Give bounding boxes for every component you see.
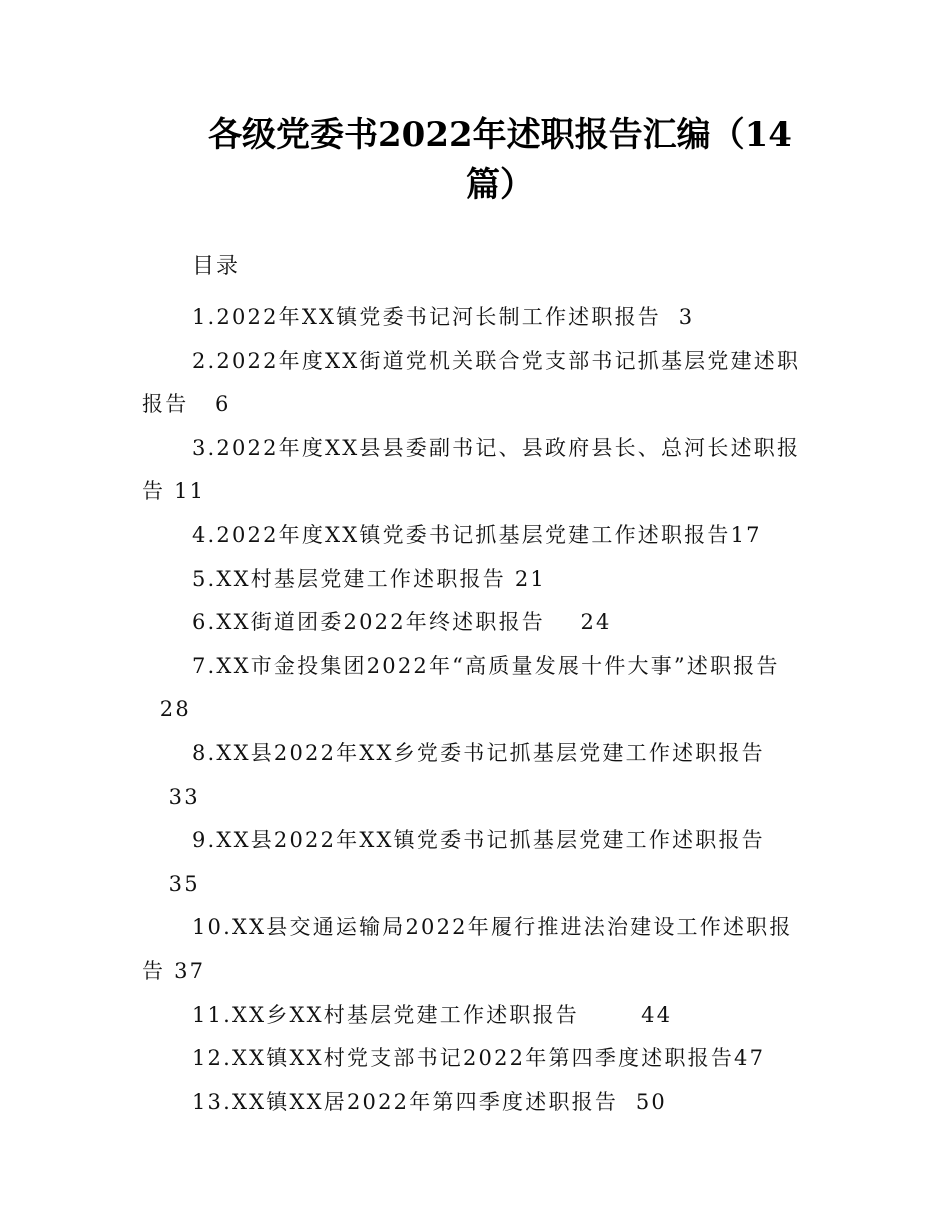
toc-entry-page: 28 [159,697,191,722]
toc-entry[interactable] [142,1037,802,1081]
toc-entry[interactable] [142,906,802,993]
document-title: 各级党委书2022年述职报告汇编（14篇） [208,115,792,205]
toc-entry[interactable] [142,296,802,340]
toc-entry[interactable] [142,732,802,819]
toc-entry-title: 9.XX县2022年XX镇党委书记抓基层党建工作述职报告 [192,828,765,853]
toc-entry-title: 3.2022年度XX县县委副书记、县政府县长、总河长述职报告 [142,435,801,504]
toc-entry-page: 3 [678,305,695,329]
toc-entry-title: 5.XX村基层党建工作述职报告 [192,566,506,591]
toc-entry[interactable] [142,340,802,427]
toc-entry-title: 12.XX镇XX村党支部书记2022年第四季度述职报告 [192,1046,735,1071]
toc-entry[interactable] [142,514,802,558]
toc-entry-page: 44 [641,1002,673,1027]
toc-entry-title: 10.XX县交通运输局2022年履行推进法治建设工作述职报告 [142,915,793,983]
toc-entry-title: 7.XX市金投集团2022年“高质量发展十件大事”述职报告 [192,653,780,678]
toc-entry-title: 13.XX镇XX居2022年第四季度述职报告 [192,1089,619,1114]
toc-entry-page: 50 [635,1089,667,1114]
toc-entry-page: 21 [514,566,546,591]
toc-entry-title: 2.2022年度XX街道党机关联合党支部书记抓基层党建述职报告 [142,348,801,417]
toc-entry-page: 47 [734,1046,766,1071]
toc-entry-title: 11.XX乡XX村基层党建工作述职报告 [192,1002,579,1027]
toc-entry-title: 6.XX街道团委2022年终述职报告 [192,610,545,635]
toc-entry[interactable] [142,819,802,906]
toc-heading: 目录 [192,254,241,279]
toc-entry-title: 1.2022年XX镇党委书记河长制工作述职报告 [192,305,661,329]
toc-entry-title: 4.2022年度XX镇党委书记抓基层党建工作述职报告 [192,522,731,547]
toc-entry-page: 11 [174,479,206,504]
toc-entry[interactable] [142,601,802,645]
toc-entry[interactable] [142,427,802,514]
toc-entry-page: 37 [174,958,206,983]
toc-entry[interactable] [142,994,802,1038]
toc-entry-page: 24 [580,610,612,635]
table-of-contents [142,296,802,1124]
toc-entry-page: 17 [730,522,762,547]
toc-entry[interactable] [142,558,802,602]
toc-entry-page: 6 [215,392,231,417]
toc-entry[interactable] [142,645,802,732]
toc-entry[interactable] [142,1081,802,1125]
toc-entry-page: 33 [168,784,200,809]
toc-entry-title: 8.XX县2022年XX乡党委书记抓基层党建工作述职报告 [192,740,765,765]
toc-entry-page: 35 [168,871,200,896]
